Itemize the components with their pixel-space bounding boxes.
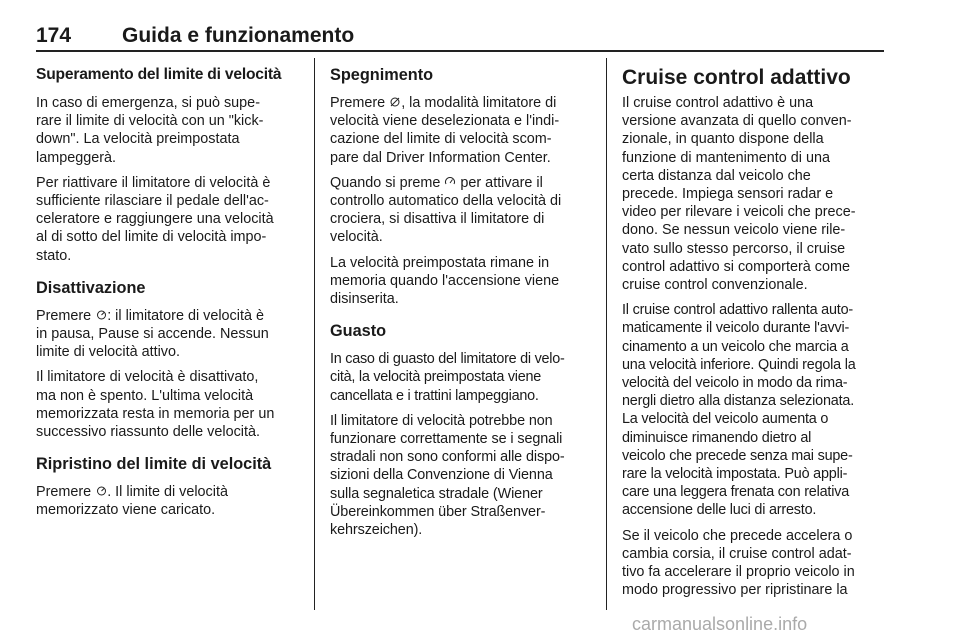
column-divider-1 (314, 58, 315, 610)
column-1 (36, 60, 304, 527)
paragraph: Il limitatore di velocità è disattivato, ma non è spento. L'ultima velocità memorizzata resta in memoria per un successivo riassunto delle velocità. (36, 369, 275, 441)
paragraph: In caso di guasto del limitatore di velo- cità, la velocità preimpostata viene cancellata e i trattini lampeggiano. (330, 351, 565, 404)
paragraph: La velocità preimpostata rimane in memoria quando l'accensione viene disinserita. (330, 254, 560, 308)
paragraph: Il limitatore di velocità potrebbe non funzionare correttamente se i segnali stradali non sono conformi alle dispo- sizioni della Convenzione di Vienna sulla segnaletica stradale (Wiener Übereinkommen über Straßenver- kehrszeichen). (330, 412, 565, 539)
paragraph: Premere : il limitatore di velocità è in pausa, Pause si accende. Nessun limite di velocità attivo. (36, 307, 269, 361)
speed-limiter-pause-icon (95, 483, 107, 501)
paragraph: Se il veicolo che precede accelera o cambia corsia, il cruise control adat- tivo fa accelerare il proprio veicolo in modo progressivo per ripristinare la (622, 527, 855, 599)
paragraph: Per riattivare il limitatore di velocità è sufficiente rilasciare il pedale dell'ac- celeratore e raggiungere una velocità al di sotto del limite di velocità impo- stato. (36, 174, 274, 264)
paragraph: Premere . Il limite di velocità memorizzato viene caricato. (36, 484, 228, 519)
column-3 (622, 60, 892, 606)
chapter-title: Guida e funzionamento (122, 24, 355, 47)
paragraph: Il cruise control adattivo è una versione avanzata di quello conven- zionale, in quanto dispone della funzione di mantenimento di una certa distanza dal veicolo che precede. Impiega sensori radar e video per rilevare i veicoli che prece- dono. Se nessun veicolo viene rile- vato sullo stesso percorso, il cruise control adattivo si comporterà come cruise control convenzionale. (622, 95, 856, 294)
paragraph: Premere , la modalità limitatore di velocità viene deselezionata e l'indi- cazione del limite di velocità scom- pare dal Driver Information Center. (330, 95, 560, 166)
section-title-adaptive-cruise: Cruise control adattivo (622, 66, 851, 89)
speed-limiter-pause-icon (95, 307, 107, 325)
column-divider-2 (606, 58, 607, 610)
paragraph: Quando si preme per attivare il controllo automatico della velocità di crociera, si disattiva il limitatore di velocità. (330, 174, 562, 246)
cruise-control-icon (444, 174, 456, 192)
watermark: carmanualsonline.info (632, 614, 808, 634)
heading-exceed-limit: Superamento del limite di velocità (36, 66, 282, 83)
speed-limiter-off-icon (389, 94, 401, 112)
heading-restore-limit: Ripristino del limite di velocità (36, 455, 272, 474)
column-2 (330, 60, 598, 546)
heading-switch-off: Spegnimento (330, 66, 434, 84)
paragraph: In caso di emergenza, si può supe- rare il limite di velocità con un "kick- down". La velocità preimpostata lampeggerà. (36, 95, 264, 166)
paragraph: Il cruise control adattivo rallenta auto- maticamente il veicolo durante l'avvi- cinamento a un veicolo che marcia a una velocità inferiore. Quindi regola la velocità del veicolo in modo da rima- nergli dietro alla distanza selezionata. La velocità del veicolo aumenta o diminuisce rimanendo dietro al veicolo che precede senza mai supe- rare la velocità impostata. Può appli- care una leggera frenata con relativa accensione delle luci di arresto. (622, 302, 856, 519)
heading-deactivation: Disattivazione (36, 278, 146, 297)
page-number: 174 (36, 24, 72, 47)
heading-fault: Guasto (330, 322, 387, 341)
header-rule (36, 50, 884, 52)
